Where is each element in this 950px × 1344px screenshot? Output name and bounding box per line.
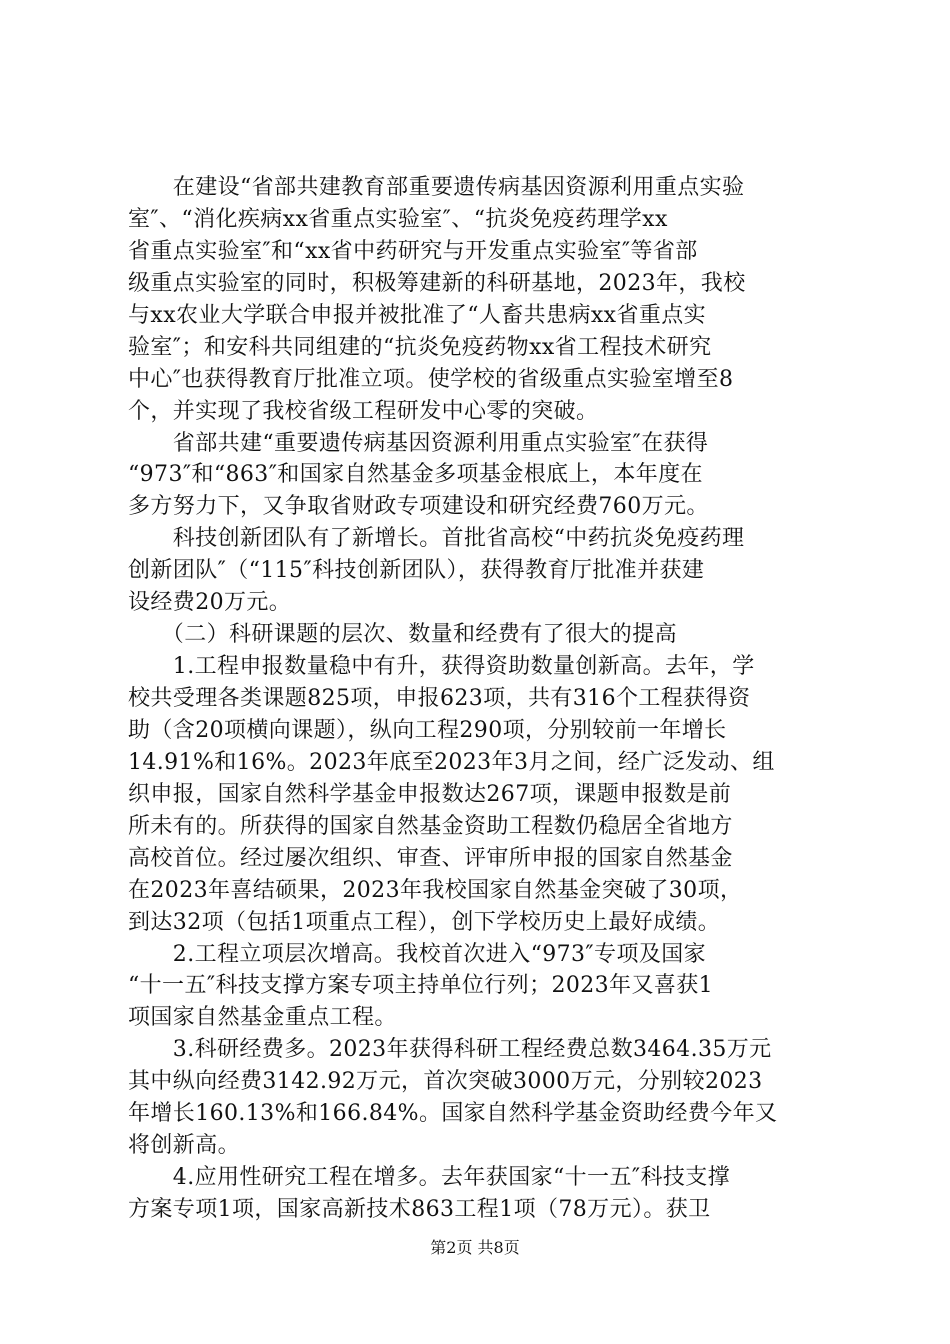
text-line: 年增长160.13%和166.84%。国家自然科学基金资助经费今年又 (128, 1101, 778, 1127)
text-line: “973″和“863″和国家自然基金多项基金根底上，本年度在 (128, 462, 703, 488)
text-line: 中心″也获得教育厅批准立项。使学校的省级重点实验室增至8 (128, 366, 734, 392)
text-line: 省重点实验室″和“xx省中药研究与开发重点实验室″等省部 (128, 238, 698, 264)
text-line: 织申报，国家自然科学基金申报数达267项，课题申报数是前 (128, 781, 732, 807)
text-line: 校共受理各类课题825项，申报623项，共有316个工程获得资 (128, 686, 751, 712)
text-line: 设经费20万元。 (128, 590, 292, 616)
text-line: 高校首位。经过屡次组织、审查、评审所申报的国家自然基金 (128, 845, 733, 871)
text-line: 4.应用性研究工程在增多。去年获国家“十一五″科技支撑 (128, 1165, 731, 1191)
text-line: 室″、“消化疾病xx省重点实验室″、“抗炎免疫药理学xx (128, 206, 668, 232)
text-line: 将创新高。 (128, 1133, 241, 1159)
text-line: 项国家自然基金重点工程。 (128, 1005, 397, 1031)
text-line: 方案专项1项，国家高新技术863工程1项（78万元）。获卫 (128, 1197, 711, 1223)
text-line: 所未有的。所获得的国家自然基金资助工程数仍稳居全省地方 (128, 813, 733, 839)
text-line: 科技创新团队有了新增长。首批省高校“中药抗炎免疫药理 (128, 526, 745, 552)
text-line: 创新团队″（“115″科技创新团队），获得教育厅批准并获建 (128, 558, 705, 584)
text-line: 1.工程申报数量稳中有升，获得资助数量创新高。去年，学 (128, 654, 755, 680)
text-line: 验室″；和安科共同组建的“抗炎免疫药物xx省工程技术研究 (128, 334, 712, 360)
section-heading: （二）科研课题的层次、数量和经费有了很大的提高 (128, 622, 678, 648)
text-line: 其中纵向经费3142.92万元，首次突破3000万元，分别较2023 (128, 1069, 763, 1095)
text-line: 在建设“省部共建教育部重要遗传病基因资源利用重点实验 (128, 175, 745, 200)
text-line: 省部共建“重要遗传病基因资源利用重点实验室″在获得 (128, 430, 709, 456)
text-line: 多方努力下，又争取省财政专项建设和研究经费760万元。 (128, 494, 709, 520)
text-line: 到达32项（包括1项重点工程），创下学校历史上最好成绩。 (128, 909, 721, 935)
text-line: 助（含20项横向课题），纵向工程290项，分别较前一年增长 (128, 717, 727, 743)
page-footer: 第2页 共8页 (430, 1238, 520, 1257)
text-line: “十一五″科技支撑方案专项主持单位行列；2023年又喜获1 (128, 973, 714, 999)
text-line: 3.科研经费多。2023年获得科研工程经费总数3464.35万元 (128, 1037, 772, 1063)
text-line: 在2023年喜结硕果，2023年我校国家自然基金突破了30项， (128, 877, 743, 903)
text-line: 个，并实现了我校省级工程研发中心零的突破。 (128, 398, 599, 424)
text-line: 与xx农业大学联合申报并被批准了“人畜共患病xx省重点实 (128, 302, 707, 328)
text-line: 2.工程立项层次增高。我校首次进入“973″专项及国家 (128, 941, 707, 967)
text-line: 级重点实验室的同时，积极筹建新的科研基地，2023年，我校 (128, 270, 746, 296)
text-line: 14.91%和16%。2023年底至2023年3月之间，经广泛发动、组 (128, 749, 775, 775)
